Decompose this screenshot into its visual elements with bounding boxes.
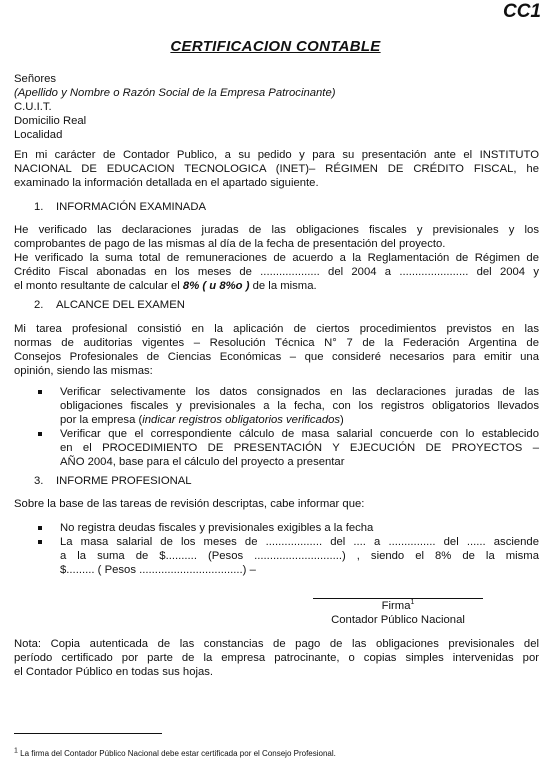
- section-2-line: opinión, siendo las mismas:: [14, 365, 153, 377]
- address-block: [14, 72, 534, 142]
- bullet-line: AÑO 2004, base para el cálculo del proyecto a presentar: [60, 456, 345, 468]
- footnote-text: La firma del Contador Público Nacional debe estar certificada por el Consejo Profesional.: [17, 749, 336, 758]
- signature-firma: [313, 599, 483, 613]
- section-1-last-text: el monto resultante de calcular el: [14, 280, 183, 292]
- section-1-line: He verificado las declaraciones juradas de las obligaciones fiscales y previsionales y los: [14, 224, 539, 236]
- bullet-item: [14, 535, 539, 577]
- section-2-number: 2.: [34, 299, 44, 311]
- section-2-line: Consejos Profesionales de Ciencias Económicas – que consideré necesarios para emitir una: [14, 351, 539, 363]
- intro-line: NACIONAL DE EDUCACION TECNOLOGICA (INET)– RÉGIMEN DE CRÉDITO FISCAL, he: [14, 163, 539, 175]
- bullet-line: $......... ( Pesos .................................) –: [60, 564, 256, 576]
- address-apellido: (Apellido y Nombre o Razón Social de la Empresa Patrocinante): [14, 87, 336, 99]
- intro-line: En mi carácter de Contador Publico, a su pedido y para su presentación ante el INSTITUTO: [14, 149, 539, 161]
- signature-cargo: Contador Público Nacional: [331, 614, 465, 626]
- address-senores: Señores: [14, 73, 57, 85]
- note-line: período certificado por parte de la empresa patrocinante, o copias simples intervenidas por: [14, 652, 539, 664]
- bullet-line: Verificar selectivamente los datos consignados en las declaraciones juradas de las: [60, 386, 539, 398]
- section-3-heading: [34, 474, 192, 488]
- section-1-number: 1.: [34, 201, 44, 213]
- section-1-line: He verificado la suma total de remuneraciones de acuerdo a la Reglamentación de Régimen de: [14, 252, 539, 264]
- section-1-heading: [34, 200, 206, 214]
- address-domicilio: Domicilio Real: [14, 115, 87, 127]
- section-2-line: normas de auditorias vigentes – Resolución Técnica N° 7 de la Federación Argentina de: [14, 337, 539, 349]
- section-3-intro: Sobre la base de las tareas de revisión descriptas, cabe informar que:: [14, 498, 365, 510]
- bullet-item: [14, 427, 539, 469]
- intro-line: examinado la información detallada en el apartado siguiente.: [14, 177, 319, 189]
- bullet-item: [14, 385, 539, 427]
- bullet-line: a la suma de $.......... (Pesos ............................) , siendo el 8% de la misma: [60, 550, 539, 562]
- address-localidad: Localidad: [14, 129, 63, 141]
- bullet-line: [60, 413, 539, 427]
- section-3-bullets: [14, 521, 539, 577]
- bullet-italic-text: indicar registros obligatorios verificados: [142, 414, 341, 426]
- section-1-line: comprobantes de pago de las mismas al día de la fecha de presentación del proyecto.: [14, 238, 446, 250]
- section-3-title: INFORME PROFESIONAL: [56, 475, 192, 487]
- section-1-line: [14, 279, 539, 293]
- bullet-line: en el PROCEDIMIENTO DE PRESENTACIÓN Y EJECUCIÓN DE PROYECTOS –: [60, 442, 539, 454]
- intro-paragraph: [14, 148, 539, 190]
- note-paragraph: [14, 637, 539, 679]
- section-2-body: [14, 322, 539, 378]
- footnote-marker: 1: [14, 747, 18, 755]
- footnote: [14, 749, 539, 759]
- section-3-number: 3.: [34, 475, 44, 487]
- section-1-title: INFORMACIÓN EXAMINADA: [56, 201, 207, 213]
- signature-block: [313, 599, 483, 627]
- note-line: el Contador Público en todas sus hojas.: [14, 666, 214, 678]
- bullet-text: por la empresa (: [60, 414, 143, 426]
- note-line: Nota: Copia autenticada de las constancias de pago de las obligaciones previsionales del: [14, 638, 539, 650]
- bullet-text-end: ): [340, 414, 344, 426]
- document-title: CERTIFICACION CONTABLE: [170, 38, 381, 55]
- document-code: CC1: [502, 1, 541, 22]
- section-2-heading: [34, 298, 185, 312]
- bullet-line: obligaciones fiscales y previsionales a la fecha, con los registros obligatorios llevados: [60, 400, 539, 412]
- bullet-line: Verificar que el correspondiente cálculo de masa salarial concuerde con lo establecido: [60, 428, 539, 440]
- bullet-line: La masa salarial de los meses de .................. del .... a ............... del ...... asciende: [60, 536, 539, 548]
- address-cuit: C.U.I.T.: [14, 101, 52, 113]
- bullet-line: No registra deudas fiscales y previsionales exigibles a la fecha: [60, 522, 374, 534]
- section-1-body: [14, 223, 539, 293]
- section-2-title: ALCANCE DEL EXAMEN: [56, 299, 185, 311]
- signature-footnote-marker: 1: [410, 599, 415, 607]
- section-1-percent: 8% ( u 8%o ): [182, 280, 250, 292]
- section-1-line: Crédito Fiscal abonadas en los meses de ................... del 2004 a ...................... del 2004 y: [14, 266, 539, 278]
- section-2-line: Mi tarea profesional consistió en la aplicación de ciertos procedimientos previstos en las: [14, 323, 539, 335]
- bullet-item: [14, 521, 539, 535]
- signature-firma-label: Firma: [381, 600, 411, 612]
- footnote-separator: [14, 733, 162, 734]
- section-1-last-end: de la misma.: [249, 280, 317, 292]
- section-2-bullets: [14, 385, 539, 469]
